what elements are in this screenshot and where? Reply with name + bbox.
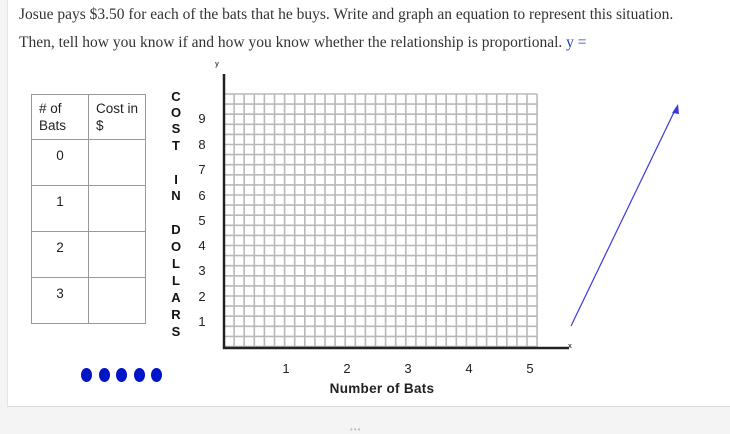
y-label-letter: S bbox=[171, 324, 181, 339]
question-line-1: Josue pays $3.50 for each of the bats that he buys. Write and graph an equation to represent this situation. bbox=[19, 6, 674, 23]
y-tick-label: 9 bbox=[198, 111, 206, 126]
arrow-head-icon bbox=[672, 104, 679, 114]
x-tick-label: 4 bbox=[465, 361, 473, 376]
y-tick-label: 5 bbox=[198, 213, 206, 228]
y-tick-label: 7 bbox=[198, 162, 206, 177]
x-tick-label: 3 bbox=[404, 361, 412, 376]
grid-lines bbox=[224, 94, 537, 348]
y-label-letter: N bbox=[171, 188, 181, 203]
y-label-letter: O bbox=[170, 239, 182, 254]
y-label-letter: S bbox=[171, 121, 181, 136]
y-label-letter: L bbox=[172, 273, 180, 288]
y-tick-label: 6 bbox=[198, 188, 206, 203]
y-label-letter: I bbox=[174, 172, 178, 187]
header-cost: Cost in $ bbox=[89, 95, 146, 140]
resize-handle-icon[interactable]: ••• bbox=[350, 425, 362, 434]
bats-cell-1: 1 bbox=[32, 186, 89, 232]
x-axis-title: Number of Bats bbox=[329, 381, 435, 396]
bats-cell-2: 2 bbox=[32, 232, 89, 278]
x-tick-label: 5 bbox=[526, 361, 534, 376]
point-dot-icon[interactable] bbox=[116, 368, 127, 382]
y-label-letter: L bbox=[172, 256, 180, 271]
x-axis-letter: x bbox=[568, 343, 572, 350]
drawn-arrow[interactable] bbox=[571, 104, 679, 326]
y-label-letter: R bbox=[171, 307, 181, 322]
point-dot-icon[interactable] bbox=[99, 368, 110, 382]
x-tick-label: 1 bbox=[282, 361, 290, 376]
y-tick-label: 3 bbox=[198, 263, 206, 278]
y-label-letter: T bbox=[172, 138, 180, 153]
y-tick-label: 8 bbox=[198, 137, 206, 152]
bats-cell-0: 0 bbox=[32, 140, 89, 186]
y-label-letter: O bbox=[170, 105, 182, 120]
y-label-letter: D bbox=[171, 222, 181, 237]
question-line-2-text: Then, tell how you know if and how you know whether the relationship is proportional. bbox=[19, 34, 563, 51]
x-tick-label: 2 bbox=[343, 361, 351, 376]
point-dot-icon[interactable] bbox=[81, 368, 92, 382]
y-axis-letter: y bbox=[215, 61, 219, 68]
point-dot-icon[interactable] bbox=[151, 368, 162, 382]
point-dot-icon[interactable] bbox=[134, 368, 145, 382]
y-label-letter: C bbox=[171, 89, 181, 104]
y-tick-label: 2 bbox=[198, 289, 206, 304]
y-label-letter: A bbox=[171, 290, 181, 305]
bats-cell-3: 3 bbox=[32, 278, 89, 324]
y-tick-label: 1 bbox=[198, 314, 206, 329]
y-tick-label: 4 bbox=[198, 238, 206, 253]
answer-prefix[interactable]: y = bbox=[566, 34, 587, 51]
header-bats: # of Bats bbox=[32, 95, 89, 140]
